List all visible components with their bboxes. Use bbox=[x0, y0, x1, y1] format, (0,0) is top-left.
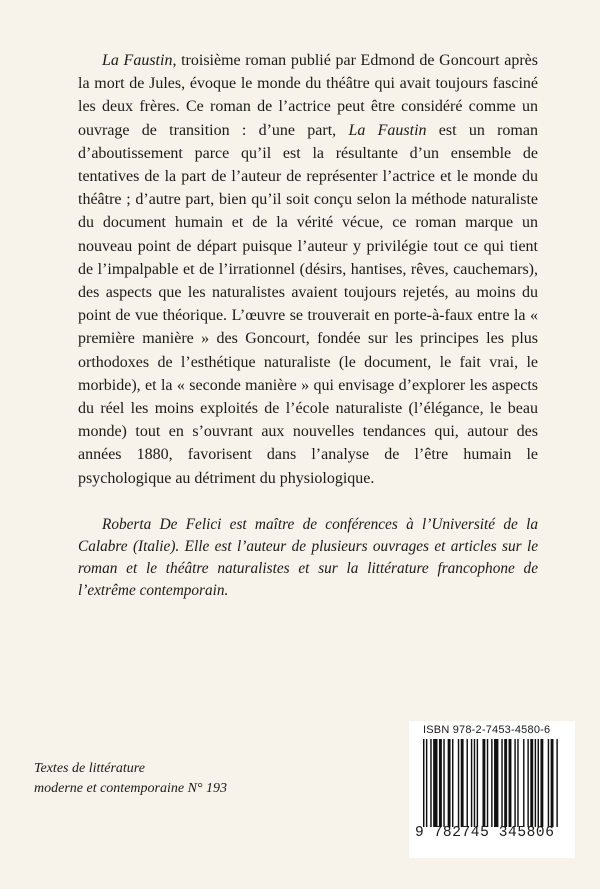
summary-text-2: est un roman d’aboutissement parce qu’il est la résultante d’un ensemble de tentatives de la part de l’auteur de représenter l’actrice et le monde du théâtre ; d’autre part, bien qu’il soit conçu selon la méthode naturaliste du document humain et de la vérité vécue, ce roman marque un nouveau point de départ puisque l’auteur y privilégie tout ce qui tient de l’impalpable et de l’irrationnel (désirs, hantises, rêves, cauchemars), des aspects que les naturalistes avaient toujours rejetés, au moins du point de vue théorique. L’œuvre se trouverait en porte-à-faux entre la « première manière » des Goncourt, fondée sur les principes les plus orthodoxes de l’esthétique naturaliste (le document, le fait vrai, le morbide), et la « seconde manière » qui envisage d’explorer les aspects du réel les moins exploités de l’école naturaliste (l’élégance, le beau monde) tout en s’ouvrant aux nouvelles tendances qui, autour des années 1880, favorisent dans l’analyse de l’être humain le psychologique au détriment du physiologique. bbox=[78, 121, 538, 487]
book-title-2: La Faustin bbox=[348, 121, 427, 139]
book-title: La Faustin bbox=[102, 52, 173, 69]
barcode-icon bbox=[423, 739, 563, 827]
series-line-1: Textes de littérature bbox=[34, 761, 145, 776]
isbn-label: ISBN 978-2-7453-4580-6 bbox=[423, 724, 551, 736]
barcode-panel bbox=[409, 721, 575, 858]
author-note: Roberta De Felici est maître de conférences à l’Université de la Calabre (Italie). Elle est l’auteur de plusieurs ouvrages et articles sur le roman et le théâtre naturalistes et sur la littérature francophone de l’extrême contemporain. bbox=[78, 516, 538, 599]
series-line-2: moderne et contemporaine N° 193 bbox=[34, 781, 228, 796]
book-summary bbox=[78, 49, 538, 490]
summary-text-1: , troisième roman publié par Edmond de Goncourt après la mort de Jules, évoque le monde du théâtre qui avait toujours fasciné les deux frères. Ce roman de l’actrice peut être considéré comme un ouvrage de transition : d’une part, bbox=[78, 52, 539, 139]
barcode-digits: 9 782745 345806 bbox=[415, 825, 555, 841]
series-info bbox=[34, 759, 284, 799]
